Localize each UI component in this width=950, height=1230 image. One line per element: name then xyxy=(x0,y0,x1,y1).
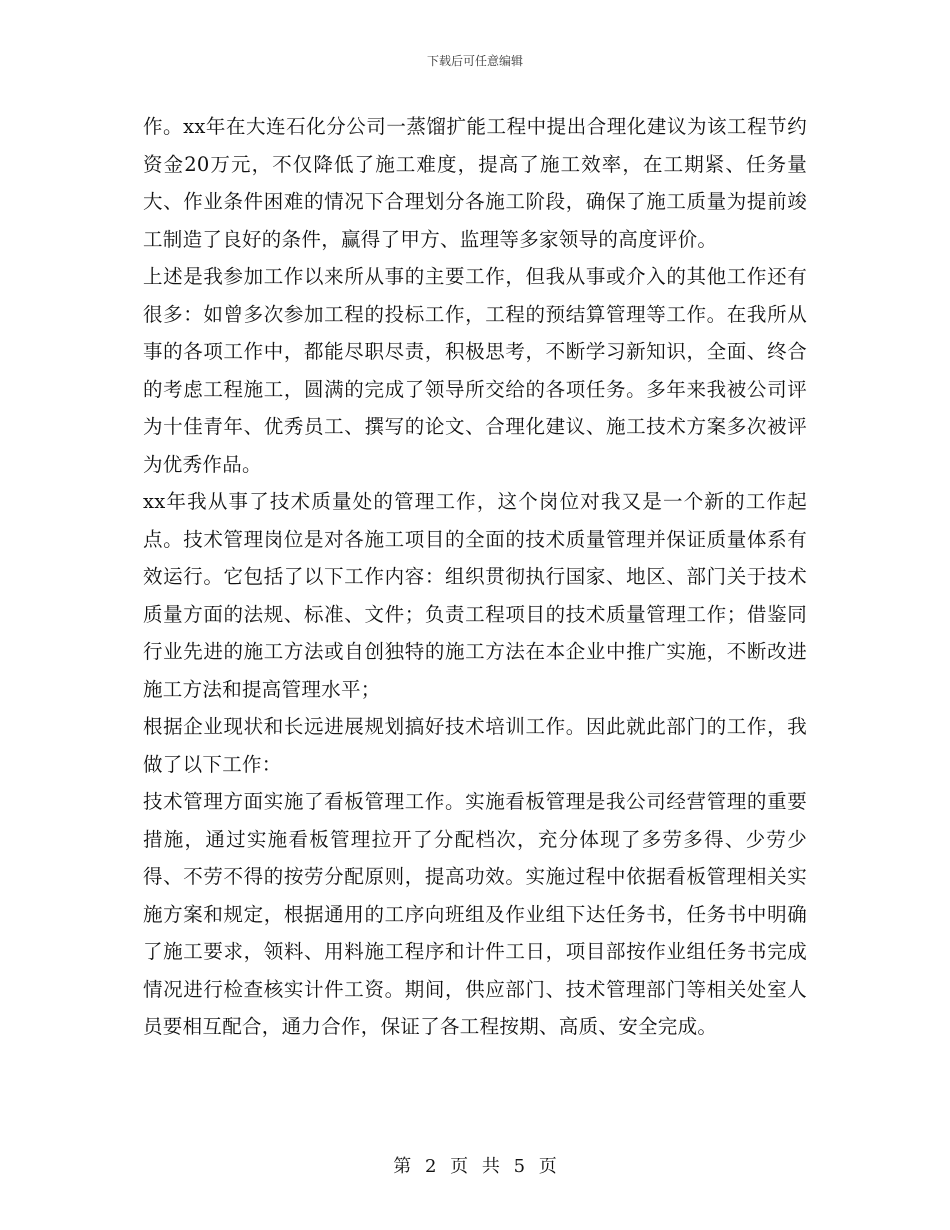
footer-page-unit: 页 xyxy=(450,1156,469,1177)
page-header: 下载后可任意编辑 xyxy=(426,54,523,68)
footer-total-unit: 页 xyxy=(538,1156,557,1177)
paragraph: 上述是我参加工作以来所从事的主要工作，但我从事或介入的其他工作还有很多：如曾多次参加工程的投标工作，工程的预结算管理等工作。在我所从事的各项工作中，都能尽职尽责，积极思考，不断学习新知识，全面、终合的考虑工程施工，圆满的完成了领导所交给的各项任务。多年来我被公司评为十佳青年、优秀员工、撰写的论文、合理化建议、施工技术方案多次被评为优秀作品。 xyxy=(143,265,807,476)
document-body xyxy=(143,108,807,1046)
paragraph: 根据企业现状和长远进展规划搞好技术培训工作。因此就此部门的工作，我做了以下工作： xyxy=(143,715,807,776)
current-page-number: 2 xyxy=(424,1156,437,1177)
footer-total-word: 共 xyxy=(481,1156,500,1177)
total-pages-number: 5 xyxy=(513,1156,526,1177)
paragraph: 作。xx年在大连石化分公司一蒸馏扩能工程中提出合理化建议为该工程节约资金20万元，不仅降低了施工难度，提高了施工效率，在工期紧、任务量大、作业条件困难的情况下合理划分各施工阶段，确保了施工质量为提前竣工制造了良好的条件，赢得了甲方、监理等多家领导的高度评价。 xyxy=(143,115,807,251)
paragraph: xx年我从事了技术质量处的管理工作，这个岗位对我又是一个新的工作起点。技术管理岗位是对各施工项目的全面的技术质量管理并保证质量体系有效运行。它包括了以下工作内容：组织贯彻执行国家、地区、部门关于技术质量方面的法规、标准、文件；负责工程项目的技术质量管理工作；借鉴同行业先进的施工方法或自创独特的施工方法在本企业中推广实施，不断改进施工方法和提高管理水平； xyxy=(143,490,807,701)
page-footer xyxy=(0,1156,950,1178)
footer-prefix: 第 xyxy=(393,1156,412,1177)
paragraph: 技术管理方面实施了看板管理工作。实施看板管理是我公司经营管理的重要措施，通过实施看板管理拉开了分配档次，充分体现了多劳多得、少劳少得、不劳不得的按劳分配原则，提高功效。实施过程中依据看板管理相关实施方案和规定，根据通用的工序向班组及作业组下达任务书，任务书中明确了施工要求，领料、用料施工程序和计件工日，项目部按作业组任务书完成情况进行检查核实计件工资。期间，供应部门、技术管理部门等相关处室人员要相互配合，通力合作，保证了各工程按期、高质、安全完成。 xyxy=(143,790,807,1038)
